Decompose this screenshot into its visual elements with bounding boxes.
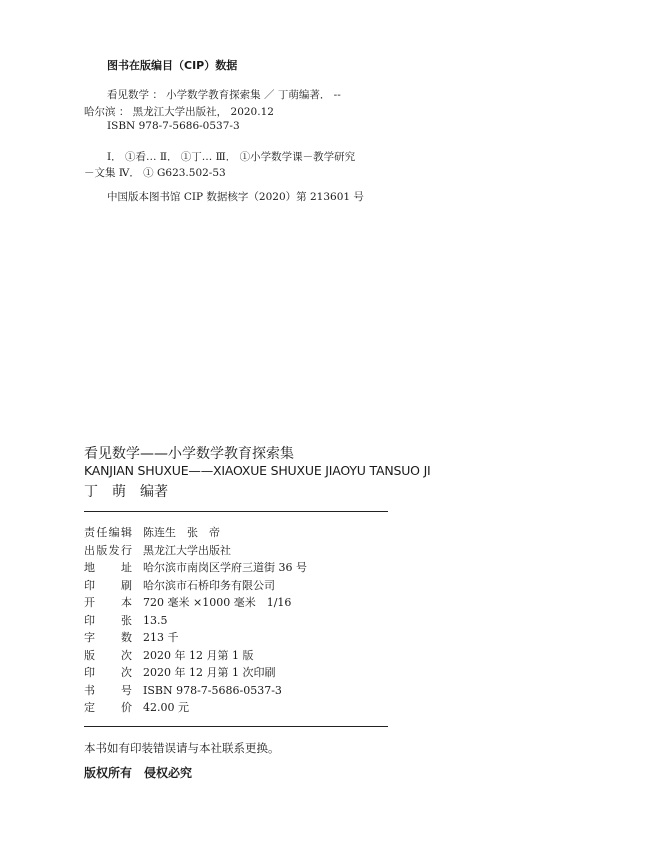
info-value: 黑龙江大学出版社 (143, 543, 231, 557)
info-value: 720 毫米 ×1000 毫米 1/16 (143, 596, 292, 609)
info-label: 定 价 (84, 701, 132, 714)
copyright-notice: 版权所有 侵权必究 (84, 766, 193, 780)
info-value: 213 千 (143, 631, 179, 644)
info-value: ISBN 978-7-5686-0537-3 (143, 683, 282, 697)
info-label: 书 号 (84, 683, 132, 697)
info-value: 13.5 (143, 613, 168, 627)
cip-line-classification: －文集 Ⅳ． ① G623.502-53 (84, 167, 226, 179)
book-pinyin-title: KANJIAN SHUXUE——XIAOXUE SHUXUE JIAOYU TANSUO JI (84, 463, 431, 478)
info-label: 版 次 (84, 648, 132, 662)
info-row-printer (84, 577, 307, 595)
info-row-address (84, 559, 307, 577)
info-row-sheets (84, 612, 307, 630)
divider-top (84, 511, 388, 512)
publication-info-table (84, 524, 307, 717)
info-value: 哈尔滨市南岗区学府三道街 36 号 (143, 561, 307, 574)
info-label: 出 版 发 行 (84, 543, 132, 557)
info-value: 2020 年 12 月第 1 版 (143, 648, 254, 662)
info-label: 印 刷 (84, 578, 132, 592)
info-label: 地 址 (84, 561, 132, 574)
info-label: 印 次 (84, 666, 132, 679)
cip-line-isbn: ISBN 978-7-5686-0537-3 (107, 120, 240, 132)
divider-bottom (84, 726, 388, 727)
info-label: 字 数 (84, 631, 132, 644)
cip-line-title: 看见数学 ： 小学数学教育探索集 ／ 丁萌编著． -- (107, 89, 341, 101)
info-label: 开 本 (84, 596, 132, 609)
book-author: 丁 萌 编著 (84, 484, 168, 500)
info-value: 陈连生 张 帝 (143, 526, 220, 539)
info-row-printing (84, 664, 307, 682)
cip-heading: 图书在版编目（CIP）数据 (107, 59, 238, 72)
info-row-price (84, 699, 307, 717)
cip-line-publisher: 哈尔滨 ： 黑龙江大学出版社， 2020.12 (84, 106, 274, 118)
cip-line-registration: 中国版本图书馆 CIP 数据核字（2020）第 213601 号 (107, 191, 364, 203)
info-label: 责 任 编 辑 (84, 526, 132, 539)
info-row-edition (84, 647, 307, 665)
info-row-editor (84, 524, 307, 542)
cip-line-subjects: Ⅰ． ①看… Ⅱ． ①丁… Ⅲ． ①小学数学课－教学研究 (107, 151, 356, 163)
book-title: 看见数学——小学数学教育探索集 (84, 446, 294, 462)
info-value: 2020 年 12 月第 1 次印刷 (143, 666, 276, 679)
info-row-format (84, 594, 307, 612)
info-row-word-count (84, 629, 307, 647)
info-value: 42.00 元 (143, 701, 189, 714)
info-row-publisher (84, 542, 307, 560)
info-label: 印 张 (84, 613, 132, 627)
replacement-notice: 本书如有印装错误请与本社联系更换。 (84, 741, 280, 755)
info-value: 哈尔滨市石桥印务有限公司 (143, 578, 275, 592)
info-row-isbn (84, 682, 307, 700)
